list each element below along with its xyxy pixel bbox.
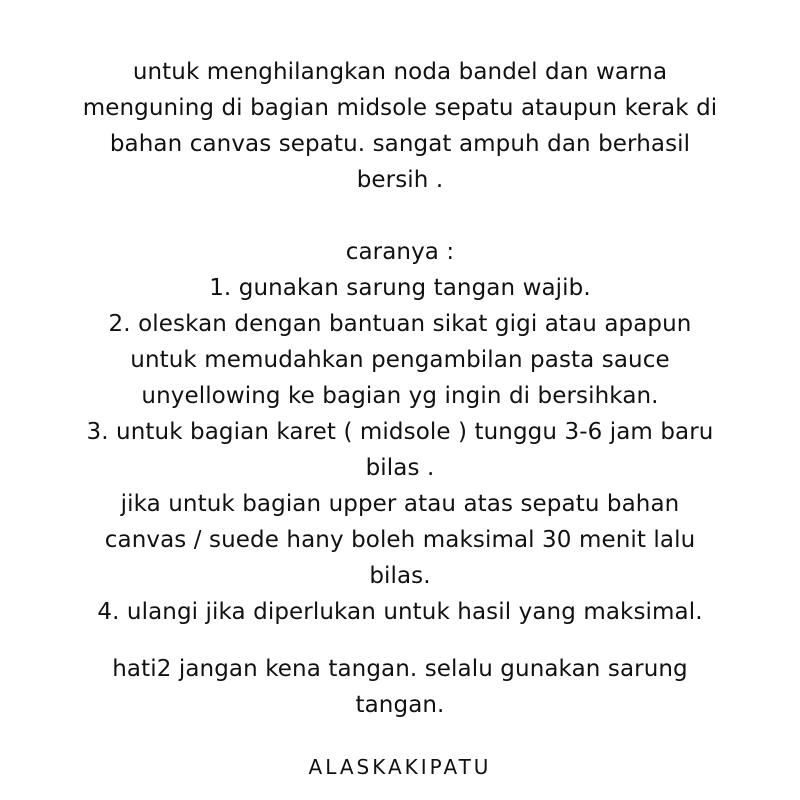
step-line: bilas. xyxy=(369,563,431,589)
intro-line: bersih . xyxy=(356,167,444,193)
intro-line: untuk menghilangkan noda bandel dan warna xyxy=(132,59,668,85)
intro-line: bahan canvas sepatu. sangat ampuh dan berhasil xyxy=(109,131,691,157)
instructions-section xyxy=(40,234,760,630)
brand-name: ALASKAKIPATU xyxy=(308,755,492,779)
intro-paragraph xyxy=(40,54,760,198)
step-line: canvas / suede hany boleh maksimal 30 menit lalu xyxy=(104,527,696,553)
step-line: 2. oleskan dengan bantuan sikat gigi atau apapun xyxy=(108,311,692,337)
step-line: jika untuk bagian upper atau atas sepatu bahan xyxy=(120,491,680,517)
warning-line: tangan. xyxy=(355,692,445,718)
step-line: bilas . xyxy=(365,455,435,481)
instructions-heading: caranya : xyxy=(345,239,455,265)
step-line: unyellowing ke bagian yg ingin di bersihkan. xyxy=(141,383,659,409)
step-line: 3. untuk bagian karet ( midsole ) tunggu 3-6 jam baru xyxy=(86,419,714,445)
step-line: untuk memudahkan pengambilan pasta sauce xyxy=(130,347,670,373)
warning-line: hati2 jangan kena tangan. selalu gunakan sarung xyxy=(112,656,688,682)
step-line: 1. gunakan sarung tangan wajib. xyxy=(209,275,591,301)
warning-paragraph xyxy=(40,651,760,723)
intro-line: menguning di bagian midsole sepatu ataupun kerak di xyxy=(82,95,718,121)
step-line: 4. ulangi jika diperlukan untuk hasil yang maksimal. xyxy=(97,599,703,625)
